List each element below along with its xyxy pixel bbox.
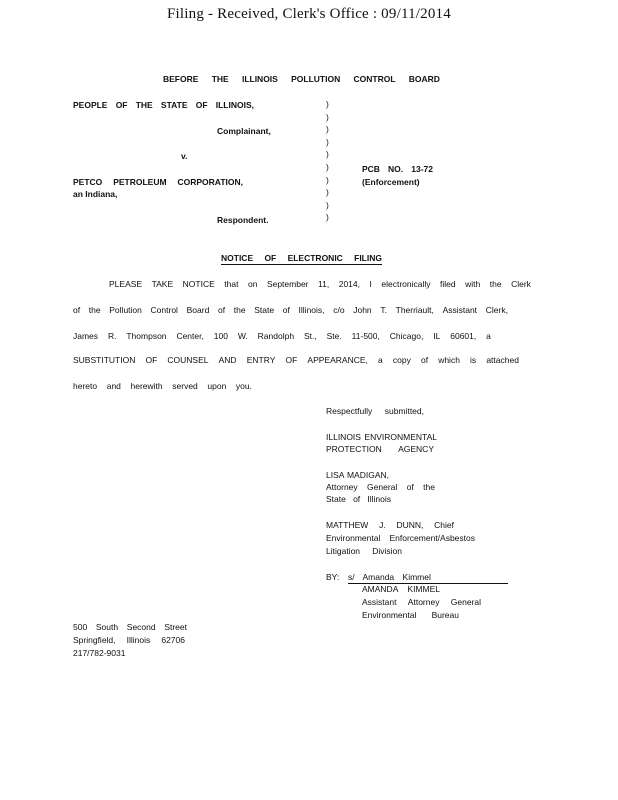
word: ILLINOIS bbox=[326, 432, 361, 442]
word: a bbox=[486, 331, 491, 341]
caption-parentheses bbox=[326, 98, 329, 224]
word: State bbox=[326, 494, 346, 504]
word: 100 bbox=[213, 331, 228, 341]
word: Second bbox=[126, 622, 156, 632]
word: Attorney bbox=[407, 597, 440, 607]
word: Illinois, bbox=[298, 305, 325, 315]
word: Pollution bbox=[109, 305, 142, 315]
word: PLEASE bbox=[109, 279, 143, 289]
word: Chicago, bbox=[389, 331, 424, 341]
word: OF bbox=[145, 355, 158, 365]
word: ENVIRONMENTAL bbox=[364, 432, 437, 442]
word: THE bbox=[135, 100, 153, 110]
defendant-line bbox=[73, 177, 243, 188]
word: is bbox=[470, 355, 477, 365]
paren-mark: ) bbox=[326, 187, 329, 198]
word: 11-500, bbox=[351, 331, 380, 341]
word: SUBSTITUTION bbox=[73, 355, 136, 365]
address-line-2 bbox=[73, 635, 185, 646]
word: Assistant bbox=[362, 597, 397, 607]
notice-title bbox=[221, 253, 382, 265]
word: MATTHEW bbox=[326, 520, 369, 530]
closing bbox=[326, 406, 424, 417]
signature-line bbox=[348, 572, 508, 584]
word: Clerk, bbox=[485, 305, 508, 315]
word: POLLUTION bbox=[291, 74, 341, 84]
word: LISA bbox=[326, 470, 345, 480]
word: COUNSEL bbox=[167, 355, 209, 365]
word: BEFORE bbox=[163, 74, 199, 84]
word: submitted, bbox=[384, 406, 424, 416]
word: Ste. bbox=[326, 331, 342, 341]
chief-line-1 bbox=[326, 520, 454, 531]
word: of bbox=[353, 494, 361, 504]
word: 62706 bbox=[161, 635, 185, 645]
word: Environmental bbox=[362, 610, 417, 620]
word: 500 bbox=[73, 622, 88, 632]
word: PETROLEUM bbox=[113, 177, 167, 187]
address-line-1 bbox=[73, 622, 187, 633]
word: Respectfully bbox=[326, 406, 373, 416]
word: electronically bbox=[381, 279, 431, 289]
word: KIMMEL bbox=[407, 584, 440, 594]
word: PETCO bbox=[73, 177, 103, 187]
word: served bbox=[172, 381, 198, 391]
word: State bbox=[254, 305, 275, 315]
paren-mark: ) bbox=[326, 136, 329, 147]
paren-mark: ) bbox=[326, 149, 329, 160]
signer-line-1 bbox=[362, 584, 440, 595]
word: W. bbox=[237, 331, 248, 341]
body-line-4 bbox=[73, 355, 519, 366]
word: which bbox=[438, 355, 460, 365]
word: R. bbox=[107, 331, 117, 341]
word: I bbox=[369, 279, 372, 289]
word: BOARD bbox=[408, 74, 440, 84]
word: 13-72 bbox=[411, 164, 433, 174]
chief-line-2 bbox=[326, 533, 475, 544]
word: the bbox=[423, 482, 435, 492]
word: CORPORATION, bbox=[177, 177, 243, 187]
paren-mark: ) bbox=[326, 174, 329, 185]
word: ENTRY bbox=[246, 355, 276, 365]
word: 2014, bbox=[338, 279, 360, 289]
word: DUNN, bbox=[396, 520, 424, 530]
word: ILLINOIS bbox=[241, 74, 278, 84]
word: OF bbox=[195, 100, 208, 110]
signer-line-2 bbox=[362, 597, 481, 608]
word: herewith bbox=[130, 381, 163, 391]
word: Thompson bbox=[126, 331, 167, 341]
body-line-5 bbox=[73, 381, 252, 392]
word: OF bbox=[264, 253, 277, 263]
word: Therriault, bbox=[395, 305, 434, 315]
word: AND bbox=[218, 355, 237, 365]
plaintiff-line bbox=[73, 100, 254, 111]
respondent-label: Respondent. bbox=[217, 215, 269, 225]
word: c/o bbox=[333, 305, 345, 315]
word: OF bbox=[115, 100, 128, 110]
word: PROTECTION bbox=[326, 444, 382, 454]
word: Bureau bbox=[431, 610, 459, 620]
word: THE bbox=[211, 74, 229, 84]
word: St., bbox=[303, 331, 317, 341]
word: Springfield, bbox=[73, 635, 116, 645]
ag-line-3 bbox=[326, 494, 391, 505]
defendant-line-2: an Indiana, bbox=[73, 189, 118, 199]
word: September bbox=[266, 279, 309, 289]
body-line-1 bbox=[109, 279, 531, 290]
word: Assistant bbox=[442, 305, 478, 315]
word: Environmental bbox=[326, 533, 381, 543]
word: of bbox=[420, 355, 429, 365]
filing-stamp-header: Filing - Received, Clerk's Office : 09/11/2014 bbox=[167, 6, 451, 22]
complainant-label: Complainant, bbox=[217, 126, 271, 136]
word: General bbox=[450, 597, 481, 607]
electronic-signature: s/ Amanda Kimmel bbox=[348, 572, 508, 584]
word: PEOPLE bbox=[73, 100, 108, 110]
word: TAKE bbox=[151, 279, 174, 289]
word: the bbox=[233, 305, 246, 315]
word: ILLINOIS, bbox=[215, 100, 254, 110]
word: General bbox=[367, 482, 398, 492]
word: AGENCY bbox=[398, 444, 434, 454]
word: South bbox=[95, 622, 119, 632]
word: and bbox=[106, 381, 121, 391]
agency-line-1 bbox=[326, 432, 437, 443]
paren-mark: ) bbox=[326, 111, 329, 122]
word: Randolph bbox=[257, 331, 295, 341]
case-number bbox=[362, 164, 433, 175]
word: NO. bbox=[388, 164, 404, 174]
agency-line-2 bbox=[326, 444, 434, 455]
word: of bbox=[282, 305, 290, 315]
word: Litigation bbox=[326, 546, 361, 556]
board-title bbox=[163, 74, 440, 85]
body-line-2 bbox=[73, 305, 508, 316]
word: AMANDA bbox=[362, 584, 399, 594]
word: NOTICE bbox=[182, 279, 215, 289]
word: of bbox=[406, 482, 414, 492]
word: Street bbox=[164, 622, 187, 632]
word: James bbox=[73, 331, 99, 341]
word: Division bbox=[372, 546, 402, 556]
word: Center, bbox=[176, 331, 204, 341]
word: 217/782-9031 bbox=[73, 648, 126, 658]
word: a bbox=[378, 355, 383, 365]
ag-line-2 bbox=[326, 482, 435, 493]
word: J. bbox=[379, 520, 386, 530]
word: Clerk bbox=[511, 279, 531, 289]
word: ELECTRONIC bbox=[287, 253, 343, 263]
word: Illinois bbox=[367, 494, 391, 504]
address-phone bbox=[73, 648, 125, 659]
word: OF bbox=[285, 355, 298, 365]
word: Attorney bbox=[326, 482, 358, 492]
word: Board bbox=[186, 305, 210, 315]
signer-line-3 bbox=[362, 610, 459, 621]
paren-mark: ) bbox=[326, 161, 329, 172]
case-type: (Enforcement) bbox=[362, 177, 420, 187]
word: you. bbox=[235, 381, 252, 391]
paren-mark: ) bbox=[326, 124, 329, 135]
word: the bbox=[489, 279, 502, 289]
word: Enforcement/Asbestos bbox=[389, 533, 475, 543]
versus-label: v. bbox=[181, 151, 188, 161]
chief-line-3 bbox=[326, 546, 402, 557]
word: filed bbox=[440, 279, 456, 289]
word: Control bbox=[150, 305, 178, 315]
word: STATE bbox=[160, 100, 188, 110]
word: Illinois bbox=[126, 635, 151, 645]
ag-line-1 bbox=[326, 470, 389, 481]
word: 60601, bbox=[450, 331, 477, 341]
word: MADIGAN, bbox=[346, 470, 389, 480]
word: CONTROL bbox=[353, 74, 396, 84]
word: of bbox=[73, 305, 81, 315]
word: of bbox=[217, 305, 226, 315]
paren-mark: ) bbox=[326, 99, 329, 109]
paren-mark: ) bbox=[326, 199, 329, 210]
word: PCB bbox=[362, 164, 380, 174]
word: NOTICE bbox=[221, 253, 254, 263]
word: IL bbox=[433, 331, 441, 341]
word: attached bbox=[486, 355, 519, 365]
word: APPEARANCE, bbox=[307, 355, 368, 365]
word: John bbox=[353, 305, 372, 315]
body-line-3 bbox=[73, 331, 491, 342]
word: FILING bbox=[354, 253, 382, 263]
by-label: BY: bbox=[326, 572, 340, 582]
paren-mark: ) bbox=[326, 212, 329, 223]
word: Chief bbox=[434, 520, 454, 530]
word: 11, bbox=[318, 279, 330, 289]
word: copy bbox=[392, 355, 411, 365]
word: T. bbox=[380, 305, 387, 315]
word: on bbox=[247, 279, 258, 289]
word: that bbox=[224, 279, 239, 289]
word: hereto bbox=[73, 381, 98, 391]
word: with bbox=[465, 279, 481, 289]
word: the bbox=[88, 305, 101, 315]
word: upon bbox=[207, 381, 227, 391]
